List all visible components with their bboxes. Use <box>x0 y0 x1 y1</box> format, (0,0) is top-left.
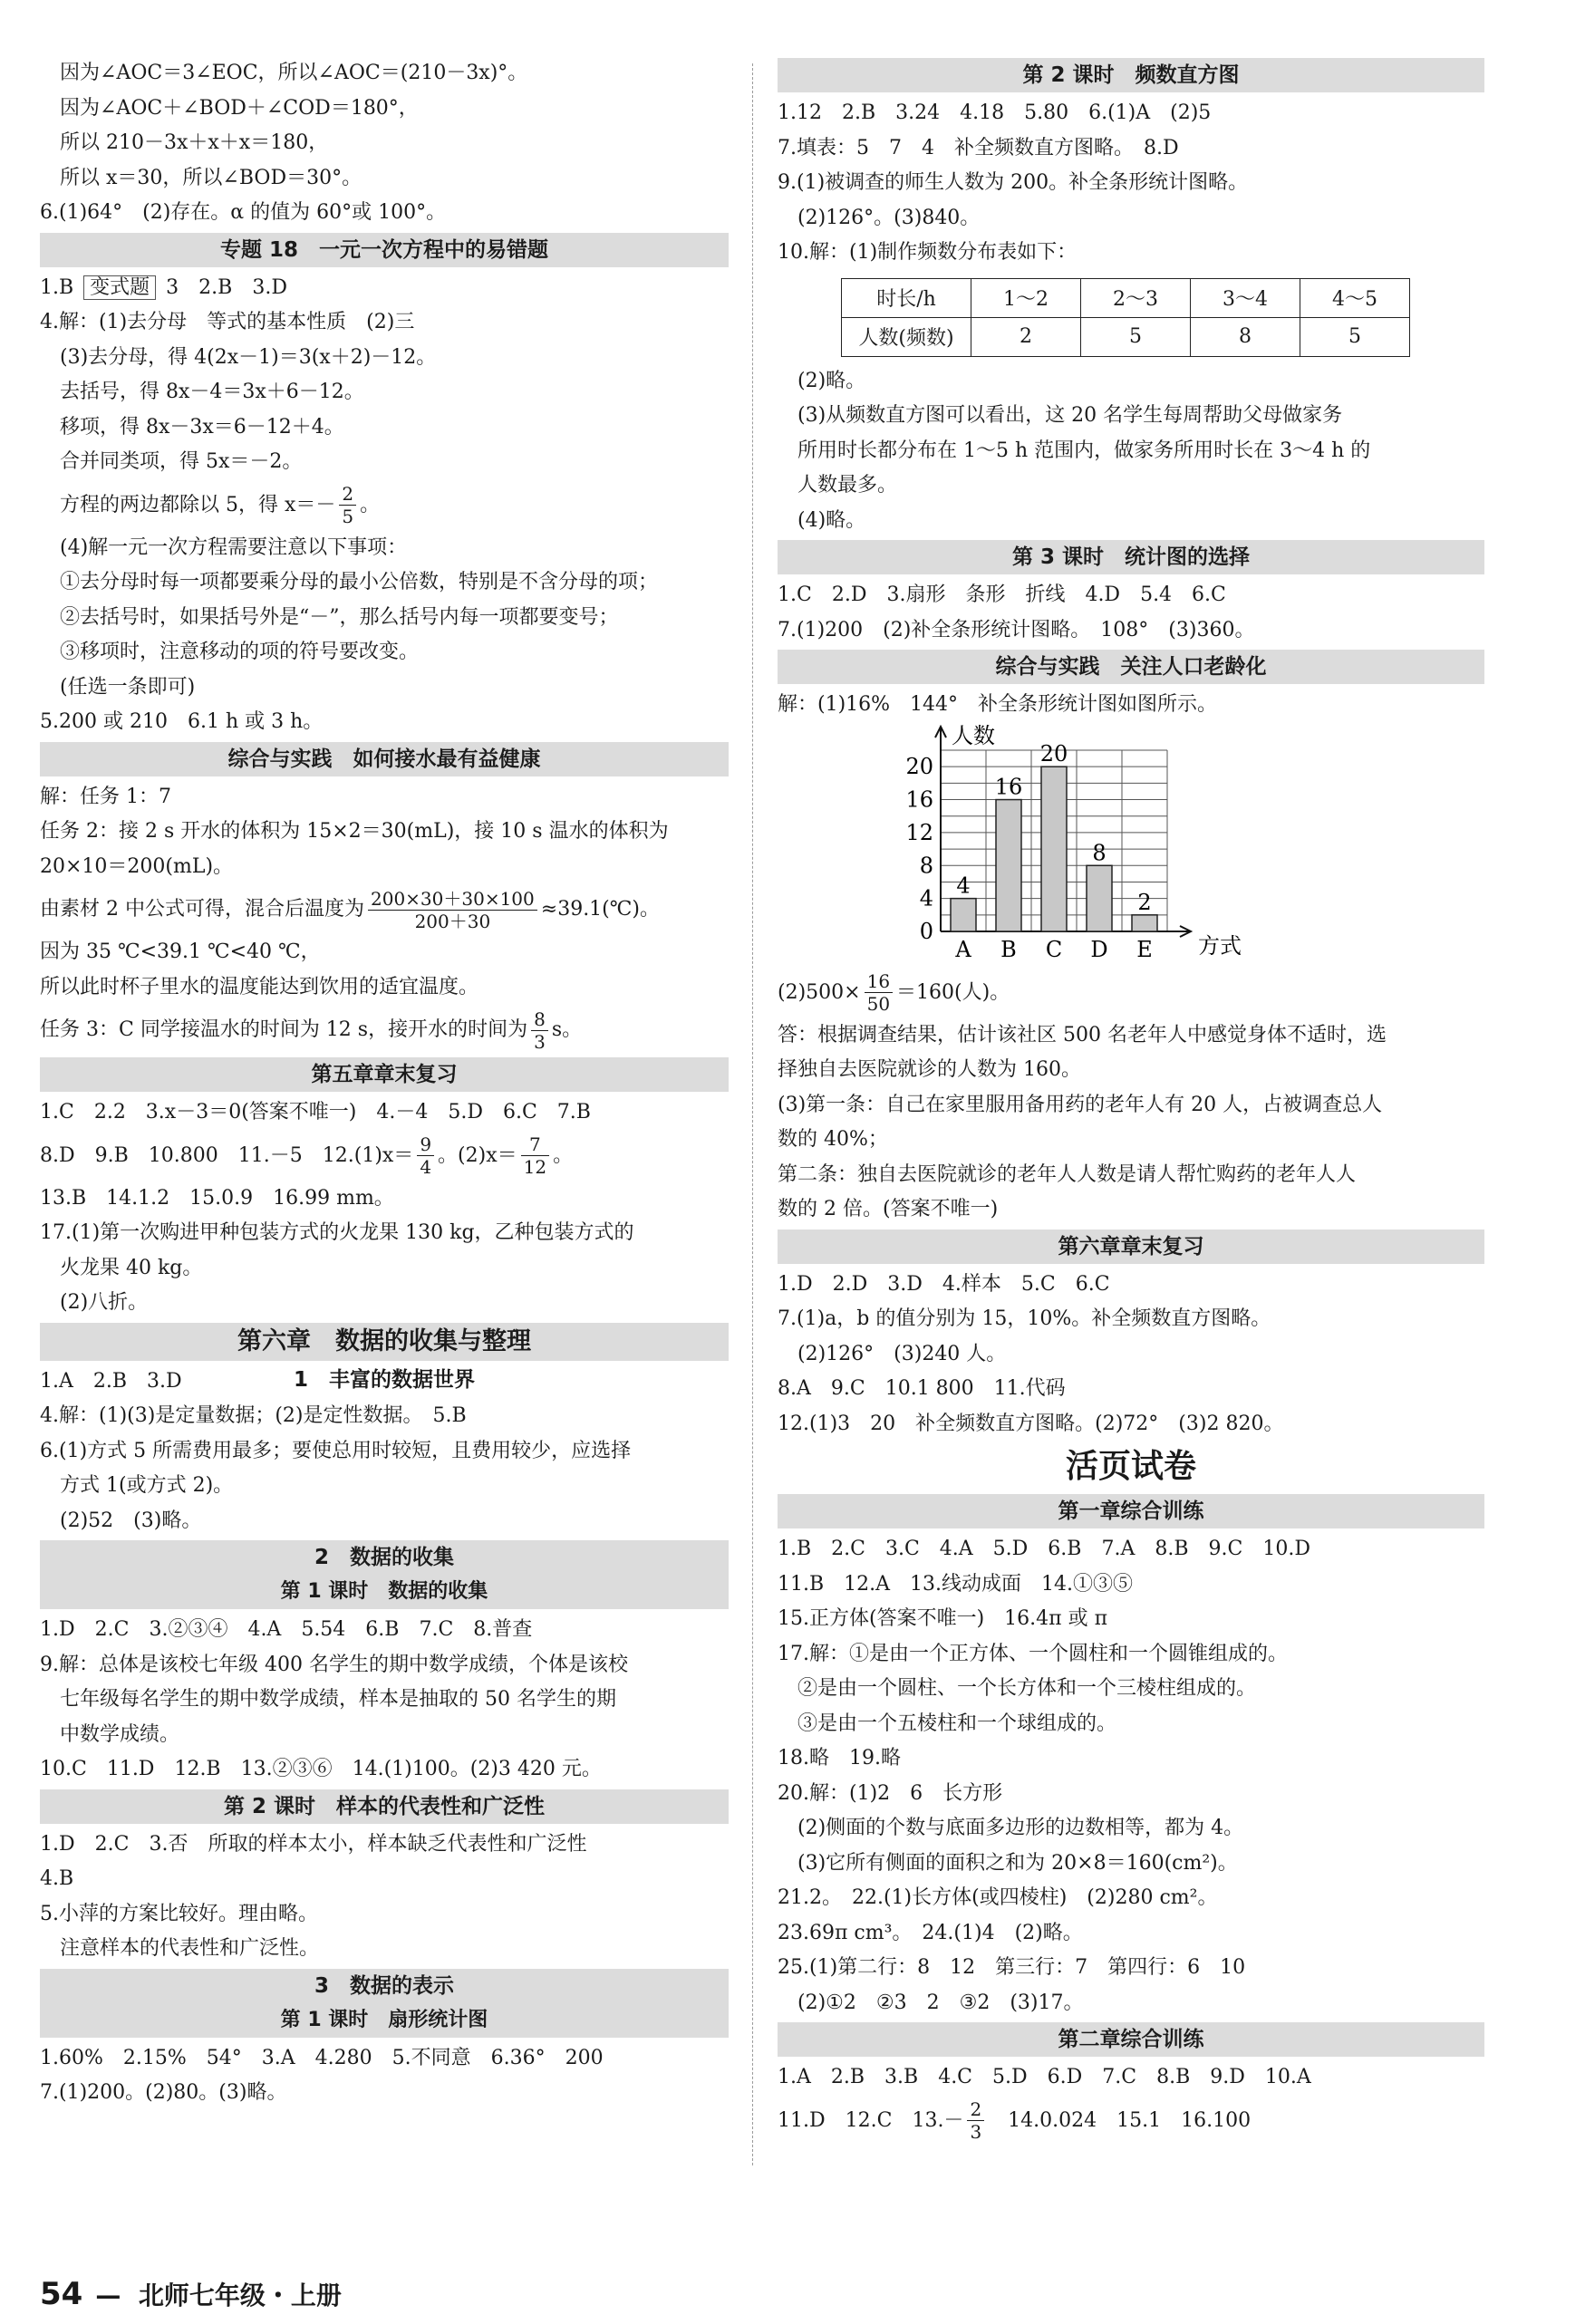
section-heading-choose: 第 3 课时 统计图的选择 <box>778 540 1484 574</box>
text-line: 解：任务 1：7 <box>40 785 171 808</box>
text-line: 因为 35 ℃<39.1 ℃<40 ℃， <box>40 940 321 963</box>
text-line: 1.D 2.C 3.②③④ 4.A 5.54 6.B 7.C 8.普查 <box>40 1618 533 1641</box>
data-label: 8 <box>1092 839 1107 865</box>
text-line: (2)126°。(3)840。 <box>797 206 981 229</box>
text-segment: 。 <box>553 1143 574 1167</box>
x-tick-label: D <box>1090 936 1108 962</box>
text-line: 去括号，得 8x－4＝3x＋6－12。 <box>60 381 364 403</box>
table-cell: 1～2 <box>971 278 1081 317</box>
text-line: 4.B <box>40 1867 74 1890</box>
denominator: 4 <box>420 1156 432 1178</box>
text-segment: ≈39.1(℃)。 <box>540 898 660 921</box>
text-line: 1.D 2.D 3.D 4.样本 5.C 6.C <box>778 1272 1110 1296</box>
denominator: 12 <box>523 1156 547 1178</box>
bar-chart-container <box>778 723 1484 968</box>
denominator: 200＋30 <box>414 910 491 932</box>
text-line: ③移项时，注意移动的项的符号要改变。 <box>60 641 420 663</box>
y-tick-label: 4 <box>919 885 933 911</box>
bar <box>1132 914 1157 931</box>
frequency-table <box>841 278 1410 357</box>
text-segment: 由素材 2 中公式可得，混合后温度为 <box>40 898 364 921</box>
text-segment: 方程的两边都除以 5，得 x＝－ <box>60 493 336 516</box>
text-segment: 14.0.024 15.1 16.100 <box>988 2108 1252 2132</box>
text-line: 25.(1)第二行：8 12 第三行：7 第四行：6 10 <box>778 1956 1246 1979</box>
x-tick-label: E <box>1136 936 1153 962</box>
answer-text: 1.B <box>40 275 74 299</box>
text-line: 1.B 2.C 3.C 4.A 5.D 6.B 7.A 8.B 9.C 10.D <box>778 1538 1310 1560</box>
equation-line <box>40 1005 729 1056</box>
x-tick-label: B <box>1000 936 1017 962</box>
y-axis-label: 人数 <box>952 722 995 748</box>
text-line: ①去分母时每一项都要乘分母的最小公倍数，特别是不含分母的项； <box>60 571 659 593</box>
equation-line <box>778 2096 1484 2146</box>
data-label: 20 <box>1039 740 1068 767</box>
text-line: 1.60% 2.15% 54° 3.A 4.280 5.不同意 6.36° 200 <box>40 2046 604 2069</box>
text-line: (3)第一条：自己在家里服用备用药的老年人有 20 人，占被调查总人 <box>778 1093 1383 1116</box>
text-line: 1.A 2.B 3.B 4.C 5.D 6.D 7.C 8.B 9.D 10.A <box>778 2066 1311 2088</box>
y-tick-label: 0 <box>919 918 933 944</box>
text-line: 4.解：(1)(3)是定量数据；(2)是定性数据。 5.B <box>40 1404 467 1427</box>
section-heading-ch5: 第五章章末复习 <box>40 1057 729 1092</box>
text-line: 10.解：(1)制作频数分布表如下： <box>778 241 1078 264</box>
fraction <box>531 1008 548 1053</box>
text-line: 解：(1)16% 144° 补全条形统计图如图所示。 <box>778 693 1218 716</box>
book-title: 北师七年级・上册 <box>138 2281 342 2310</box>
text-line: 1.A 2.B 3.D <box>40 1369 182 1393</box>
answer-line <box>40 271 729 306</box>
denominator: 5 <box>342 506 354 527</box>
denominator: 3 <box>970 2121 982 2143</box>
y-tick-label: 20 <box>905 753 933 779</box>
text-line: 因为∠AOC＋∠BOD＋∠COD＝180°， <box>60 96 419 120</box>
denominator: 50 <box>866 993 891 1015</box>
bar-chart <box>778 723 1484 968</box>
text-line: (2)52 (3)略。 <box>60 1509 202 1532</box>
text-line: 数的 40%； <box>778 1128 888 1151</box>
x-tick-label: A <box>955 936 971 962</box>
text-line: 1.D 2.C 3.否 所取的样本太小，样本缺乏代表性和广泛性 <box>40 1832 587 1856</box>
text-segment: 任务 3：C 同学接温水的时间为 12 s，接开水的时间为 <box>40 1018 528 1041</box>
text-line: 11.B 12.A 13.线动成面 14.①③⑤ <box>778 1572 1134 1596</box>
footer-separator: — <box>95 2281 121 2310</box>
section-subtitle: 第 1 课时 数据的收集 <box>280 1580 488 1603</box>
section-heading-freq: 第 2 课时 频数直方图 <box>778 58 1484 92</box>
bar <box>1087 865 1112 931</box>
table-cell: 3～4 <box>1191 278 1300 317</box>
section-subtitle: 第 1 课时 扇形统计图 <box>280 2008 488 2031</box>
text-line: 20×10＝200(mL)。 <box>40 854 234 878</box>
text-line: 20.解：(1)2 6 长方形 <box>778 1781 1003 1805</box>
table-cell: 5 <box>1300 317 1410 356</box>
right-column <box>778 56 1484 2146</box>
table-cell: 2～3 <box>1081 278 1191 317</box>
text-line: 21.2。 22.(1)长方体(或四棱柱) (2)280 cm²。 <box>778 1886 1218 1909</box>
text-line: 择独自去医院就诊的人数为 160。 <box>778 1058 1081 1081</box>
text-line: ②去括号时，如果括号外是“－”，那么括号内每一项都要变号； <box>60 605 619 629</box>
text-segment: ＝160(人)。 <box>896 980 1010 1004</box>
bar <box>1041 767 1067 931</box>
section-heading-sample: 第 2 课时 样本的代表性和广泛性 <box>40 1789 729 1824</box>
text-line: 移项，得 8x－3x＝6－12＋4。 <box>60 415 344 439</box>
text-line: 6.(1)64° (2)存在。α 的值为 60°或 100°。 <box>40 201 447 224</box>
text-line: (3)去分母，得 4(2x－1)＝3(x＋2)－12。 <box>60 345 437 369</box>
section-title: 2 数据的收集 <box>314 1546 454 1569</box>
text-line: 9.(1)被调查的师生人数为 200。补全条形统计图略。 <box>778 171 1249 194</box>
section-heading-water: 综合与实践 如何接水最有益健康 <box>40 742 729 776</box>
text-line: 注意样本的代表性和广泛性。 <box>60 1937 320 1960</box>
numerator: 200×30＋30×100 <box>368 888 537 911</box>
fraction <box>865 970 893 1015</box>
fraction <box>368 888 537 932</box>
answer-text: 3 2.B 3.D <box>159 275 287 299</box>
numerator: 16 <box>865 970 893 993</box>
chapter-subtitle: 1 丰富的数据世界 <box>293 1367 475 1392</box>
fraction <box>967 2098 984 2143</box>
text-line: (3)它所有侧面的面积之和为 20×8＝160(cm²)。 <box>797 1851 1238 1875</box>
x-tick-label: C <box>1045 936 1063 962</box>
numerator: 9 <box>417 1133 434 1156</box>
equation-line <box>40 480 729 531</box>
page-footer <box>40 2276 342 2312</box>
text-line: 第二条：独自去医院就诊的老年人人数是请人帮忙购药的老年人人 <box>778 1162 1357 1186</box>
text-line: (任选一条即可) <box>60 675 196 699</box>
equation-line <box>40 884 729 935</box>
section-title: 3 数据的表示 <box>314 1973 454 1998</box>
section-heading-test1: 第一章综合训练 <box>778 1494 1484 1528</box>
numerator: 7 <box>521 1133 549 1156</box>
text-line: 所以 210－3x＋x＋x＝180， <box>60 131 329 154</box>
text-line: 17.解：①是由一个正方体、一个圆柱和一个圆锥组成的。 <box>778 1642 1288 1665</box>
numerator: 2 <box>967 2098 984 2121</box>
table-cell: 4～5 <box>1300 278 1410 317</box>
text-segment: 11.D 12.C 13.－ <box>778 2108 964 2132</box>
section-heading-aging: 综合与实践 关注人口老龄化 <box>778 650 1484 684</box>
numerator: 2 <box>339 483 356 506</box>
section-heading-collect <box>40 1540 729 1609</box>
text-line: 方式 1(或方式 2)。 <box>60 1474 234 1497</box>
text-segment: (2)500× <box>778 980 861 1004</box>
variant-label: 变式题 <box>83 275 156 300</box>
bar <box>996 799 1021 931</box>
column-divider <box>752 63 753 2165</box>
data-label: 2 <box>1137 889 1152 915</box>
section-heading-ch6-review: 第六章章末复习 <box>778 1230 1484 1264</box>
fraction <box>521 1133 549 1178</box>
text-line: 7.(1)200。(2)80。(3)略。 <box>40 2081 287 2104</box>
text-line: 所以 x＝30，所以∠BOD＝30°。 <box>60 166 362 189</box>
text-line: 七年级每名学生的期中数学成绩，样本是抽取的 50 名学生的期 <box>60 1688 616 1711</box>
table-cell: 人数(频数) <box>842 317 971 356</box>
table-row <box>842 278 1410 317</box>
table-cell: 5 <box>1081 317 1191 356</box>
text-line: (4)略。 <box>797 508 866 532</box>
text-line: (2)八折。 <box>60 1291 149 1314</box>
text-line: 中数学成绩。 <box>60 1722 180 1746</box>
text-line: 人数最多。 <box>797 474 898 497</box>
text-line: 答：根据调查结果，估计该社区 500 名老年人中感觉身体不适时，选 <box>778 1023 1387 1046</box>
text-line: 因为∠AOC＝3∠EOC，所以∠AOC＝(210－3x)°。 <box>60 62 528 84</box>
text-line: 9.解：总体是该校七年级 400 名学生的期中数学成绩，个体是该校 <box>40 1653 628 1676</box>
text-line: (4)解一元一次方程需要注意以下事项： <box>60 535 408 559</box>
equation-line <box>778 968 1484 1018</box>
text-line: 23.69π cm³。 24.(1)4 (2)略。 <box>778 1921 1083 1944</box>
chapter-title: 第六章 数据的收集与整理 <box>237 1326 531 1355</box>
text-line: 12.(1)3 20 补全频数直方图略。(2)72° (3)2 820。 <box>778 1412 1284 1435</box>
text-segment: 8.D 9.B 10.800 11.－5 12.(1)x＝ <box>40 1143 414 1167</box>
denominator: 3 <box>534 1030 546 1053</box>
text-line: (2)①2 ②3 2 ③2 (3)17。 <box>797 1991 1084 2014</box>
text-line: (3)从频数直方图可以看出，这 20 名学生每周帮助父母做家务 <box>797 404 1343 427</box>
text-line: 5.小萍的方案比较好。理由略。 <box>40 1902 318 1925</box>
text-line: 火龙果 40 kg。 <box>60 1256 203 1279</box>
text-segment: s。 <box>551 1018 583 1041</box>
worksheet-title: 活页试卷 <box>1065 1448 1196 1485</box>
text-line: ③是由一个五棱柱和一个球组成的。 <box>797 1712 1117 1735</box>
text-line: 13.B 14.1.2 15.0.9 16.99 mm。 <box>40 1186 394 1210</box>
equation-line <box>40 1131 729 1181</box>
table-cell: 2 <box>971 317 1081 356</box>
text-line: 7.(1)a，b 的值分别为 15，10%。补全频数直方图略。 <box>778 1307 1271 1330</box>
text-line: 5.200 或 210 6.1 h 或 3 h。 <box>40 710 324 733</box>
text-line: 所用时长都分布在 1～5 h 范围内，做家务所用时长在 3～4 h 的 <box>797 439 1371 462</box>
text-line: 17.(1)第一次购进甲种包装方式的火龙果 130 kg，乙种包装方式的 <box>40 1221 634 1244</box>
text-line: 数的 2 倍。(答案不唯一) <box>778 1198 999 1220</box>
text-line: 6.(1)方式 5 所需费用最多；要使总用时较短，且费用较少，应选择 <box>40 1439 632 1462</box>
text-line: 7.(1)200 (2)补全条形统计图略。 108° (3)360。 <box>778 618 1255 641</box>
text-line: (2)126° (3)240 人。 <box>797 1342 1007 1365</box>
section-heading-topic18: 专题 18 一元一次方程中的易错题 <box>40 233 729 267</box>
text-segment: 。 <box>360 493 381 516</box>
text-line: 任务 2：接 2 s 开水的体积为 15×2＝30(mL)，接 10 s 温水的体积为 <box>40 820 669 843</box>
y-tick-label: 12 <box>905 819 933 845</box>
text-line: 1.C 2.2 3.x－3＝0(答案不唯一) 4.－4 5.D 6.C 7.B <box>40 1101 591 1123</box>
text-segment: 。(2)x＝ <box>438 1143 517 1167</box>
bar <box>951 898 976 931</box>
text-line: 7.填表：5 7 4 补全频数直方图略。 8.D <box>778 136 1179 159</box>
table-cell: 时长/h <box>842 278 971 317</box>
text-line: 15.正方体(答案不唯一) 16.4π 或 π <box>778 1607 1108 1630</box>
text-line: 18.略 19.略 <box>778 1747 901 1770</box>
text-line: ②是由一个圆柱、一个长方体和一个三棱柱组成的。 <box>797 1677 1257 1700</box>
data-label: 16 <box>994 774 1023 800</box>
text-line: 1.12 2.B 3.24 4.18 5.80 6.(1)A (2)5 <box>778 101 1212 124</box>
text-line: 4.解：(1)去分母 等式的基本性质 (2)三 <box>40 311 415 333</box>
x-axis-label: 方式 <box>1198 932 1242 959</box>
text-line: 8.A 9.C 10.1 800 11.代码 <box>778 1377 1066 1400</box>
text-line: 10.C 11.D 12.B 13.②③⑥ 14.(1)100。(2)3 420 元。 <box>40 1758 602 1780</box>
table-cell: 8 <box>1191 317 1300 356</box>
text-line: 合并同类项，得 5x＝－2。 <box>60 450 303 473</box>
data-label: 4 <box>956 873 971 899</box>
fraction <box>417 1133 434 1178</box>
text-line: (2)侧面的个数与底面多边形的边数相等，都为 4。 <box>797 1817 1244 1839</box>
text-line: 所以此时杯子里水的温度能达到饮用的适宜温度。 <box>40 975 479 998</box>
y-tick-label: 8 <box>919 852 933 878</box>
fraction <box>339 483 356 527</box>
left-column <box>40 56 729 2312</box>
text-line: 1.C 2.D 3.扇形 条形 折线 4.D 5.4 6.C <box>778 583 1226 606</box>
table-row <box>842 317 1410 356</box>
page-number: 54 <box>40 2276 83 2312</box>
numerator: 8 <box>531 1008 548 1031</box>
y-tick-label: 16 <box>905 786 933 813</box>
text-line: (2)略。 <box>797 369 866 392</box>
section-heading-represent <box>40 1969 729 2038</box>
section-heading-test2: 第二章综合训练 <box>778 2022 1484 2057</box>
